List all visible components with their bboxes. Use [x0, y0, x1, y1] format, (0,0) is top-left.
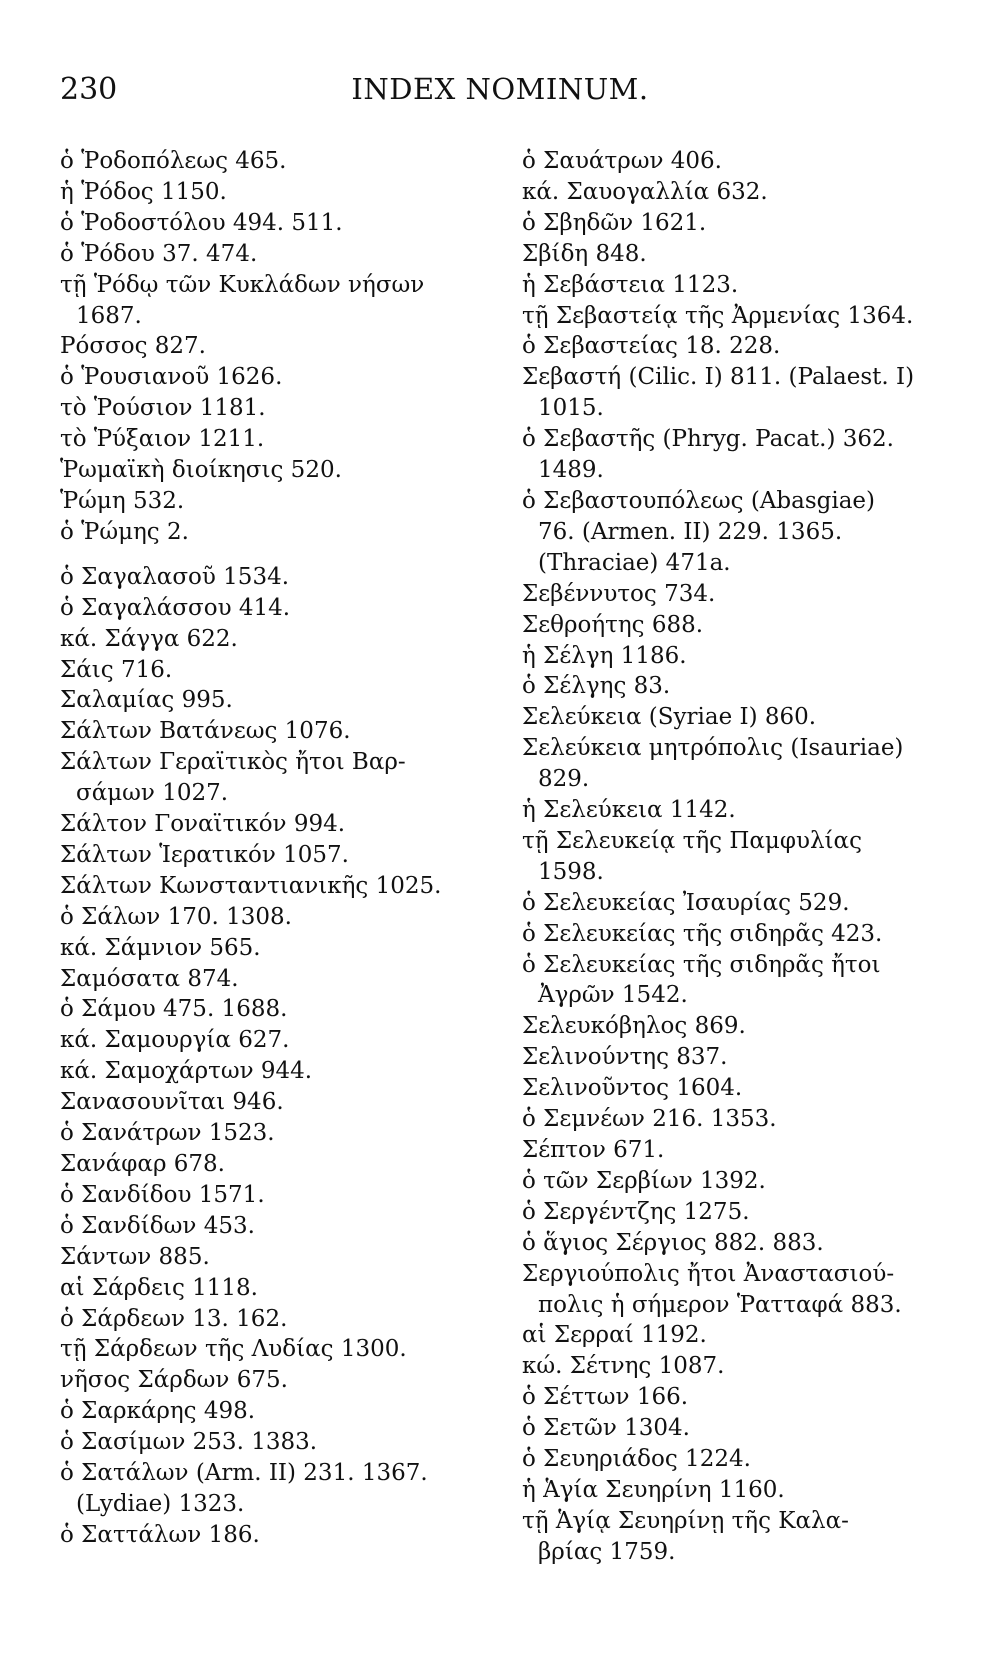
index-entry: τὸ Ῥούσιον 1181. [60, 395, 266, 422]
index-entry: τῇ Σάρδεων τῆς Λυδίας 1300. [60, 1336, 407, 1363]
index-entry: Σεργιούπολις ἤτοι Ἀναστασιού- [522, 1260, 895, 1287]
index-entry: Ρόσσος 827. [60, 333, 206, 360]
index-entry: Σαμόσατα 874. [60, 965, 239, 992]
index-entry: Σεβαστή (Cilic. I) 811. (Palaest. I) [522, 364, 915, 391]
index-entry: Σάντων 885. [60, 1243, 210, 1270]
index-entry: τῇ Σεβαστείᾳ τῆς Ἀρμενίας 1364. [522, 302, 914, 329]
index-entry: κά. Σάμνιον 565. [60, 934, 261, 961]
index-entry: σάμων 1027. [76, 780, 229, 807]
index-entry: ὁ Ῥοδοστόλου 494. 511. [60, 209, 343, 236]
index-entry: ὁ ἅγιος Σέργιος 882. 883. [522, 1229, 824, 1256]
index-entry: Σανασουνῖται 946. [60, 1089, 284, 1116]
index-entry: Σάλτον Γοναϊτικόν 994. [60, 811, 346, 838]
index-entry: Σεβέννυτος 734. [522, 580, 716, 607]
index-entry: Σαλαμίας 995. [60, 687, 233, 714]
index-entry: ἡ Ἁγία Σευηρίνη 1160. [522, 1476, 785, 1503]
index-entry: κά. Σάγγα 622. [60, 625, 238, 652]
index-entry: ὁ Σανδίδων 453. [60, 1212, 255, 1239]
index-entry: (Thraciae) 471a. [538, 549, 731, 576]
index-entry: ἡ Σέλγη 1186. [522, 642, 687, 669]
index-entry: ὁ Σεργέντζης 1275. [522, 1198, 750, 1225]
index-entry: 76. (Armen. II) 229. 1365. [538, 518, 843, 545]
index-entry: ὁ Σετῶν 1304. [522, 1415, 690, 1442]
index-entry: ὁ Σαγαλάσσου 414. [60, 594, 291, 621]
index-entry: ὁ Σαγαλασοῦ 1534. [60, 563, 290, 590]
index-entry: τὸ Ῥύξαιον 1211. [60, 426, 265, 453]
index-entry: κώ. Σέτνης 1087. [522, 1353, 725, 1380]
index-entry: ὁ Σάλων 170. 1308. [60, 903, 292, 930]
index-entry: ὁ Σελευκείας Ἰσαυρίας 529. [522, 889, 850, 916]
index-entry: ὁ Σέλγης 83. [522, 673, 671, 700]
index-entry: Σέπτον 671. [522, 1137, 665, 1163]
index-entry: ἡ Σεβάστεια 1123. [522, 271, 739, 298]
index-entry: ὁ Ῥώμης 2. [60, 518, 189, 545]
page-number: 230 [60, 72, 118, 107]
index-entry: αἱ Σάρδεις 1118. [60, 1274, 258, 1301]
index-entry: ὁ Σελευκείας τῆς σιδηρᾶς ἤτοι [522, 951, 881, 978]
index-entry: 1015. [538, 395, 604, 422]
index-entry: ὁ Ῥουσιανοῦ 1626. [60, 364, 283, 391]
index-entry: 1598. [538, 858, 604, 885]
index-entry: ὁ Σαττάλων 186. [60, 1521, 260, 1548]
index-entry: Σανάφαρ 678. [60, 1151, 225, 1177]
running-head: INDEX NOMINUM. [351, 72, 649, 106]
index-entry: τῇ Ἁγίᾳ Σευηρίνῃ τῆς Καλα- [522, 1507, 849, 1534]
index-entry: 1687. [76, 302, 142, 329]
index-entry: ὁ Σεβαστείας 18. 228. [522, 333, 781, 360]
index-entry: αἱ Σερραί 1192. [522, 1322, 707, 1349]
index-entry: πολις ἡ σήμερον Ῥατταφά 883. [538, 1291, 902, 1318]
index-entry: ὁ Σεμνέων 216. 1353. [522, 1106, 777, 1133]
index-entry: ὁ Σασίμων 253. 1383. [60, 1429, 318, 1456]
index-entry: Σελεύκεια (Syriae I) 860. [522, 704, 817, 731]
index-entry: ἡ Ῥόδος 1150. [60, 178, 227, 205]
index-entry: ὁ Σανάτρων 1523. [60, 1120, 275, 1147]
index-entry: Ἀγρῶν 1542. [538, 982, 688, 1009]
index-entry: Ῥώμη 532. [60, 487, 185, 514]
index-entry: κά. Σαυογαλλία 632. [522, 178, 768, 205]
index-entry: κά. Σαμοχάρτων 944. [60, 1058, 313, 1085]
index-column-left [60, 146, 500, 1551]
index-entry: Σελευκόβηλος 869. [522, 1013, 746, 1040]
index-entry: Σάλτων Ἱερατικόν 1057. [60, 841, 349, 868]
index-entry: βρίας 1759. [538, 1538, 676, 1565]
index-entry: Σάλτων Γεραϊτικὸς ἤτοι Βαρ- [60, 749, 406, 776]
index-entry: ὁ Σάμου 475. 1688. [60, 996, 288, 1023]
index-entry: ἡ Σελεύκεια 1142. [522, 797, 736, 824]
index-entry: νῆσος Σάρδων 675. [60, 1367, 288, 1394]
index-entry: ὁ Σελευκείας τῆς σιδηρᾶς 423. [522, 920, 883, 947]
index-entry: τῇ Ῥόδῳ τῶν Κυκλάδων νήσων [60, 271, 425, 298]
index-entry: ὁ Ῥόδου 37. 474. [60, 240, 258, 267]
index-entry: 1489. [538, 457, 604, 484]
index-entry: Σελεύκεια μητρόπολις (Isauriae) [522, 735, 904, 762]
index-column-right [522, 146, 962, 1568]
index-entry: ὁ Σανδίδου 1571. [60, 1181, 265, 1208]
index-entry: (Lydiae) 1323. [76, 1490, 245, 1517]
index-entry: Σελινοῦντος 1604. [522, 1075, 743, 1102]
index-entry: Σάλτων Κωνσταντιανικῆς 1025. [60, 872, 442, 899]
index-entry: Σάλτων Βατάνεως 1076. [60, 718, 351, 745]
index-entry: ὁ Ῥοδοπόλεως 465. [60, 148, 287, 174]
index-entry: Σβίδη 848. [522, 240, 647, 267]
section-gap [60, 548, 500, 562]
index-entry: Σάις 716. [60, 656, 173, 683]
index-entry: ὁ Σεβαστουπόλεως (Abasgiae) [522, 487, 876, 514]
index-entry: ὁ τῶν Σερβίων 1392. [522, 1167, 766, 1194]
index-entry: Σελινούντης 837. [522, 1044, 728, 1071]
index-entry: ὁ Σβηδῶν 1621. [522, 209, 707, 236]
index-entry: ὁ Σέττων 166. [522, 1384, 689, 1411]
page-header [60, 72, 940, 112]
index-entry: κά. Σαμουργία 627. [60, 1027, 290, 1054]
index-entry: ὁ Σάρδεων 13. 162. [60, 1305, 288, 1332]
index-entry: 829. [538, 766, 590, 793]
index-entry: ὁ Σαρκάρης 498. [60, 1398, 256, 1425]
index-entry: ὁ Σαυάτρων 406. [522, 148, 722, 174]
index-entry: ὁ Σατάλων (Arm. II) 231. 1367. [60, 1460, 428, 1487]
index-entry: ὁ Σευηριάδος 1224. [522, 1446, 751, 1473]
index-entry: Ῥωμαϊκὴ διοίκησις 520. [60, 457, 342, 484]
index-entry: τῇ Σελευκείᾳ τῆς Παμφυλίας [522, 827, 862, 854]
index-entry: ὁ Σεβαστῆς (Phryg. Pacat.) 362. [522, 426, 894, 453]
index-entry: Σεθροήτης 688. [522, 611, 704, 638]
